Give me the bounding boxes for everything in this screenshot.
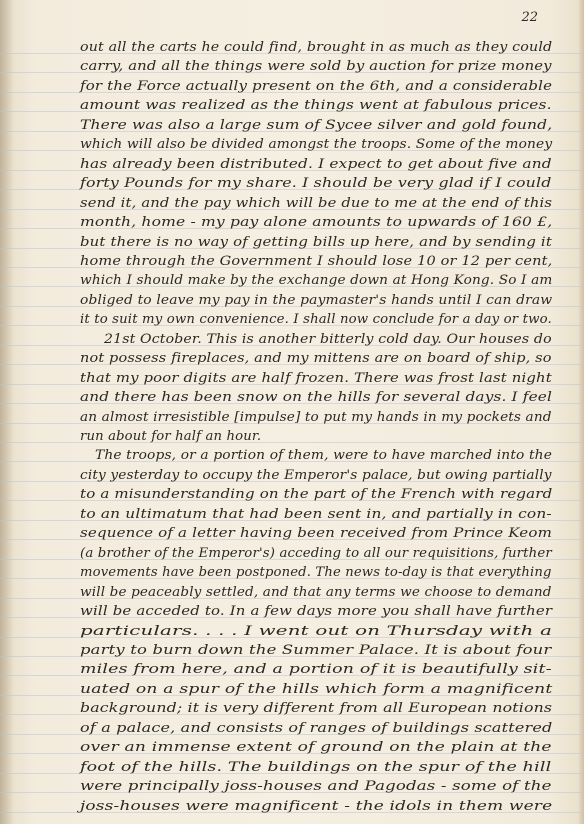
text-line: background; it is very different from all European notions xyxy=(80,701,553,716)
text-line: to a misunderstanding on the part of the French with regard xyxy=(80,487,553,502)
text-line: home through the Government I should lose 10 or 12 per cent, xyxy=(80,254,553,269)
text-line: for the Force actually present on the 6th, and a considerable xyxy=(80,79,553,94)
text-line: of a palace, and consists of ranges of buildings scattered xyxy=(80,721,553,736)
text-line: month, home - my pay alone amounts to upwards of 160 £, xyxy=(80,215,553,230)
text-line: miles from here, and a portion of it is beautifully sit- xyxy=(80,662,552,677)
text-line: city yesterday to occupy the Emperor's palace, but owing partially xyxy=(80,468,552,483)
text-line: which I should make by the exchange down at Hong Kong. So I am xyxy=(80,273,553,288)
page-edge xyxy=(578,0,584,824)
text-line: over an immense extent of ground on the plain at the xyxy=(80,740,552,755)
text-line: amount was realized as the things went at fabulous prices. xyxy=(80,98,552,113)
page-gutter-shadow xyxy=(0,0,14,824)
text-line: forty Pounds for my share. I should be very glad if I could xyxy=(80,176,552,191)
text-line: 21st October. This is another bitterly cold day. Our houses do xyxy=(104,332,552,347)
text-line: joss-houses were magnificent - the idols in them were xyxy=(80,799,553,814)
text-line: has already been distributed. I expect to get about five and xyxy=(80,157,552,172)
text-line: run about for half an hour. xyxy=(80,429,262,444)
text-line: obliged to leave my pay in the paymaster's hands until I can draw xyxy=(80,293,553,308)
text-line: which will also be divided amongst the troops. Some of the money xyxy=(80,137,553,152)
text-line: carry, and all the things were sold by auction for prize money xyxy=(80,59,552,74)
text-line: out all the carts he could find, brought in as much as they could xyxy=(80,40,553,55)
text-line: sequence of a letter having been received from Prince Keom xyxy=(80,526,553,541)
text-line: party to burn down the Summer Palace. It is about four xyxy=(80,643,552,658)
text-line: particulars. . . . I went out on Thursday with a xyxy=(80,624,553,639)
text-line: uated on a spur of the hills which form a magnificent xyxy=(80,682,553,697)
text-line: will be peaceably settled, and that any terms we choose to demand xyxy=(80,585,552,600)
text-line: and there has been snow on the hills for several days. I feel xyxy=(80,390,553,405)
text-line: will be acceded to. In a few days more you shall have further xyxy=(80,604,553,619)
text-line: an almost irresistible [impulse] to put my hands in my pockets and xyxy=(80,410,552,425)
page-number: 22 xyxy=(521,10,538,25)
text-line: foot of the hills. The buildings on the spur of the hill xyxy=(80,760,552,775)
text-line: but there is no way of getting bills up here, and by sending it xyxy=(80,235,552,250)
text-line: were principally joss-houses and Pagodas - some of the xyxy=(80,779,552,794)
text-line: not possess fireplaces, and my mittens are on board of ship, so xyxy=(80,351,552,366)
text-line: (a brother of the Emperor's) acceding to all our requisitions, further xyxy=(80,546,552,561)
text-line: movements have been postponed. The news to-day is that everything xyxy=(80,565,552,580)
text-line: that my poor digits are half frozen. There was frost last night xyxy=(80,371,552,386)
text-line: to an ultimatum that had been sent in, and partially in con- xyxy=(80,507,552,522)
text-line: The troops, or a portion of them, were to have marched into the xyxy=(95,448,552,463)
text-line: it to suit my own convenience. I shall now conclude for a day or two. xyxy=(80,312,552,327)
text-line: There was also a large sum of Sycee silver and gold found, xyxy=(80,118,553,133)
text-line: send it, and the pay which will be due to me at the end of this xyxy=(80,196,553,211)
